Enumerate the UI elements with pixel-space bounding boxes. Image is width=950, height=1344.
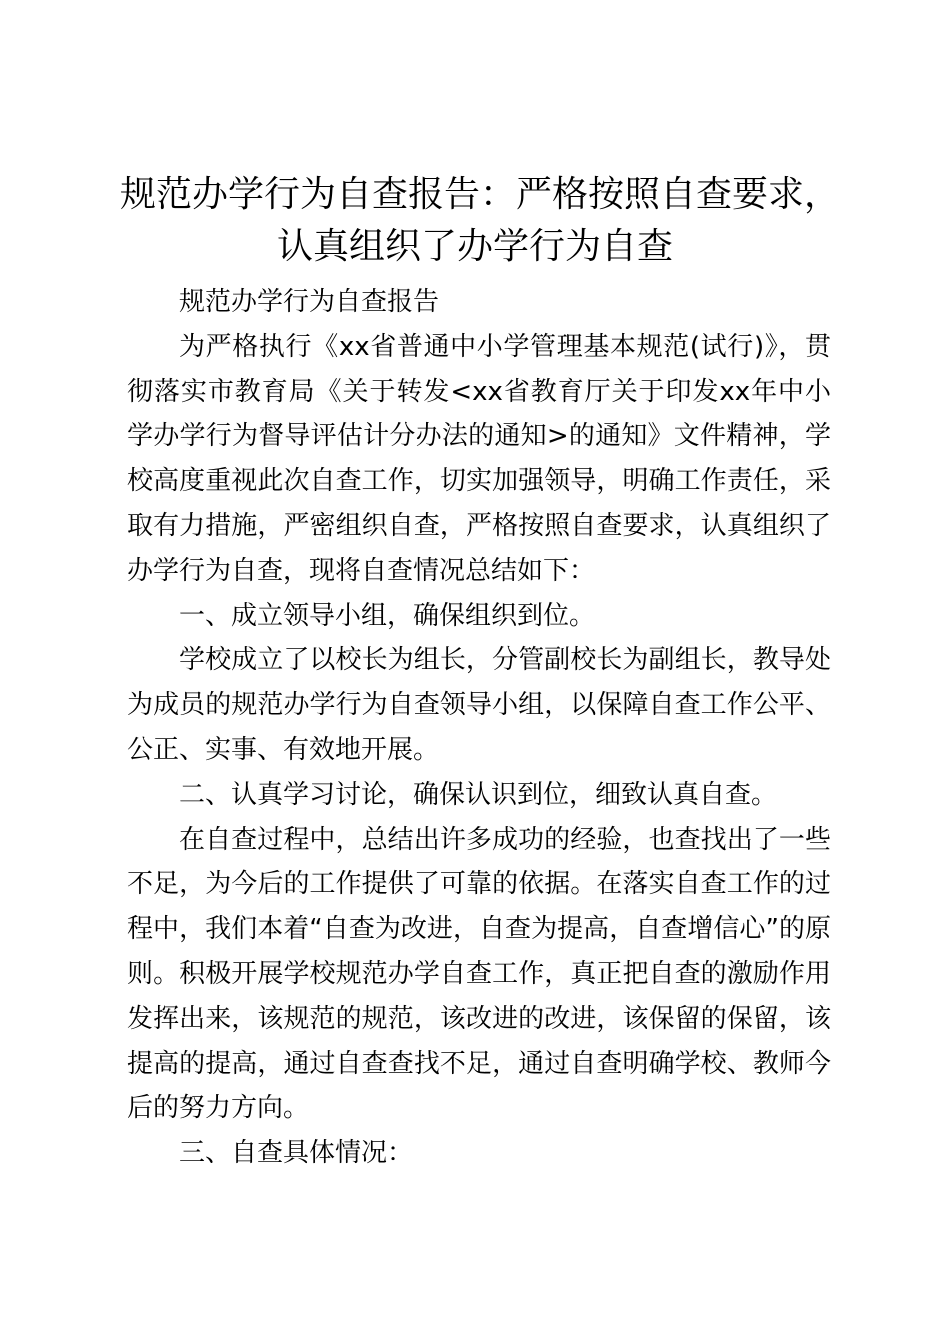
document-body xyxy=(127,280,831,1176)
section-2-paragraph: 在自查过程中，总结出许多成功的经验，也查找出了一些不足，为今后的工作提供了可靠的依据。在落实自查工作的过程中，我们本着“自查为改进，自查为提高，自查增信心”的原则。积极开展学校规范办学自查工作，真正把自查的激励作用发挥出来，该规范的规范，该改进的改进，该保留的保留，该提高的提高，通过自查查找不足，通过自查明确学校、教师今后的努力方向。 xyxy=(127,824,831,1124)
report-subtitle: 规范办学行为自查报告 xyxy=(179,287,440,317)
section-heading-1: 一、成立领导小组，确保组织到位。 xyxy=(179,600,596,631)
section-1-paragraph: 学校成立了以校长为组长，分管副校长为副组长，教导处为成员的规范办学行为自查领导小组，以保障自查工作公平、公正、实事、有效地开展。 xyxy=(127,645,831,765)
section-heading-3: 三、自查具体情况： xyxy=(179,1138,414,1169)
document-title-line-2: 认真组织了办学行为自查 xyxy=(276,226,673,267)
intro-paragraph: 为严格执行《xx省普通中小学管理基本规范(试行)》，贯彻落实市教育局《关于转发<xx省教育厅关于印发xx年中小学办学行为督导评估计分办法的通知>的通知》文件精神，学校高度重视此次自查工作，切实加强领导，明确工作责任，采取有力措施，严密组织自查，严格按照自查要求，认真组织了办学行为自查，现将自查情况总结如下： xyxy=(127,331,831,586)
document-title-line-1: 规范办学行为自查报告：严格按照自查要求， xyxy=(120,174,841,215)
section-heading-2: 二、认真学习讨论，确保认识到位，细致认真自查。 xyxy=(179,779,778,810)
